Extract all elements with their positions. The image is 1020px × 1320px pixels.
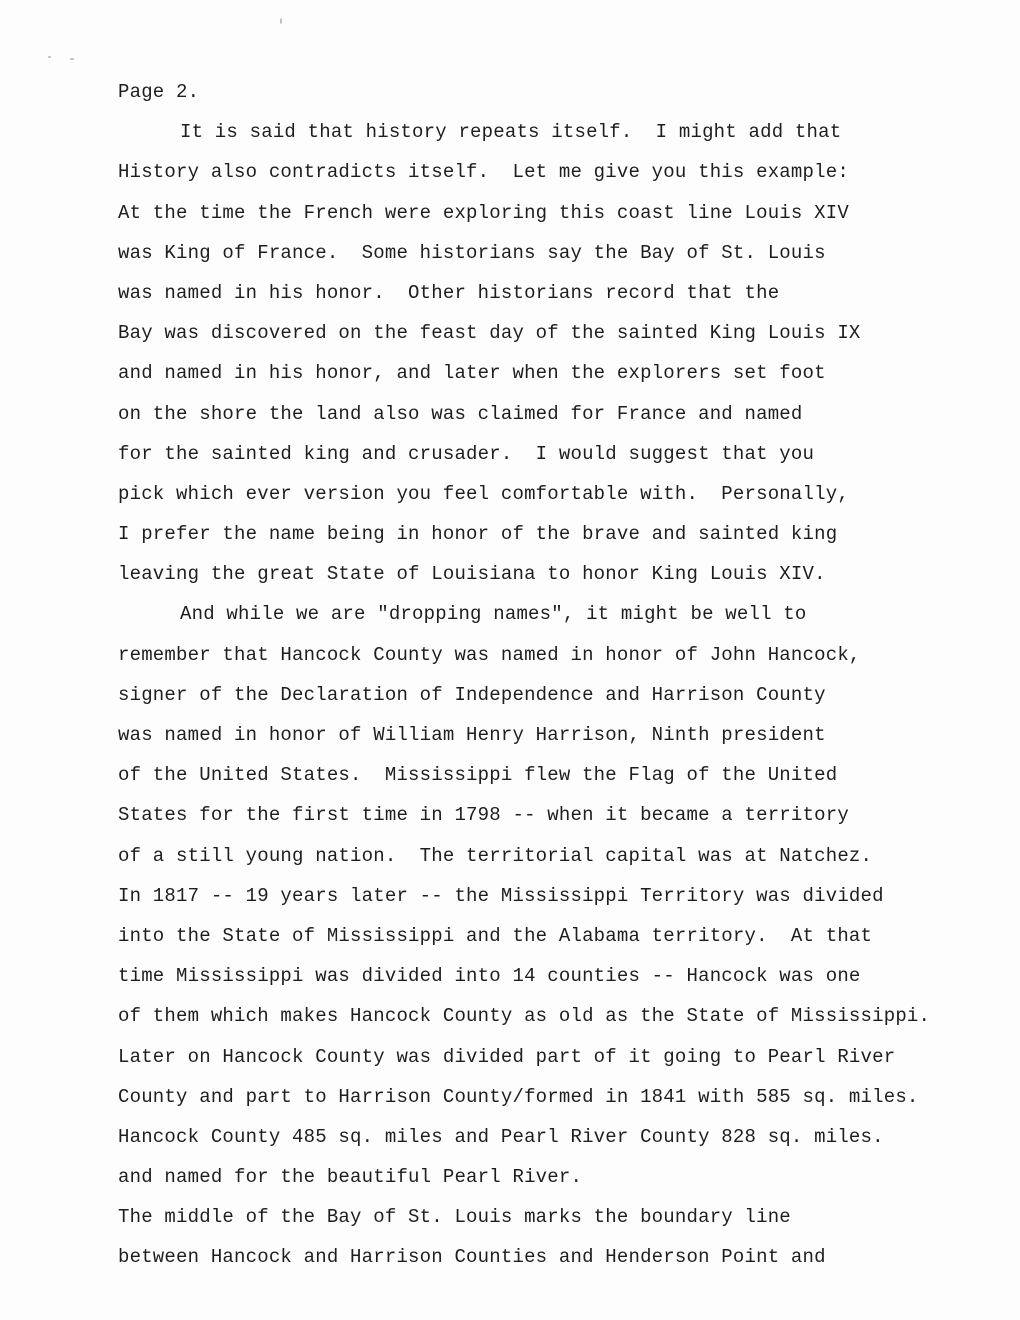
text-line: In 1817 -- 19 years later -- the Mississippi Territory was divided [118, 884, 884, 907]
text-line: I prefer the name being in honor of the brave and sainted king [118, 523, 838, 546]
text-line: At the time the French were exploring this coast line Louis XIV [118, 201, 849, 224]
text-line: It is said that history repeats itself. I might add that [180, 121, 842, 144]
text-line: for the sainted king and crusader. I would suggest that you [118, 442, 815, 465]
scan-speck [48, 56, 51, 58]
text-line: signer of the Declaration of Independence and Harrison County [118, 683, 826, 706]
text-line: into the State of Mississippi and the Alabama territory. At that [118, 924, 873, 947]
page-label: Page 2. [118, 81, 200, 103]
text-line: States for the first time in 1798 -- when it became a territory [118, 804, 849, 827]
text-line: time Mississippi was divided into 14 counties -- Hancock was one [118, 965, 861, 988]
text-line: of them which makes Hancock County as old as the State of Mississippi. [118, 1005, 931, 1028]
text-line: The middle of the Bay of St. Louis marks the boundary line [118, 1206, 791, 1229]
text-line: History also contradicts itself. Let me give you this example: [118, 161, 849, 184]
text-line: was King of France. Some historians say the Bay of St. Louis [118, 241, 826, 264]
text-line: County and part to Harrison County/formed in 1841 with 585 sq. miles. [118, 1085, 919, 1108]
text-line: And while we are "dropping names", it might be well to [180, 603, 807, 626]
document-body [118, 72, 998, 1278]
text-line: Hancock County 485 sq. miles and Pearl River County 828 sq. miles. [118, 1125, 884, 1148]
text-line: was named in honor of William Henry Harrison, Ninth president [118, 724, 826, 746]
text-line: was named in his honor. Other historians record that the [118, 281, 780, 304]
text-line: of a still young nation. The territorial capital was at Natchez. [118, 844, 873, 867]
scan-speck [280, 18, 282, 24]
text-line: Later on Hancock County was divided part of it going to Pearl River [118, 1045, 896, 1068]
text-line: pick which ever version you feel comfortable with. Personally, [118, 482, 849, 505]
scan-speck [70, 58, 74, 60]
text-line: on the shore the land also was claimed for France and named [118, 402, 803, 425]
text-line: and named for the beautiful Pearl River. [118, 1166, 583, 1189]
text-line: Bay was discovered on the feast day of the sainted King Louis IX [118, 322, 861, 345]
text-line: leaving the great State of Louisiana to honor King Louis XIV. [118, 563, 826, 586]
text-line: between Hancock and Harrison Counties and Henderson Point and [118, 1246, 826, 1269]
text-line: and named in his honor, and later when the explorers set foot [118, 362, 826, 385]
text-line: remember that Hancock County was named in honor of John Hancock, [118, 643, 861, 666]
text-line: of the United States. Mississippi flew the Flag of the United [118, 764, 838, 787]
